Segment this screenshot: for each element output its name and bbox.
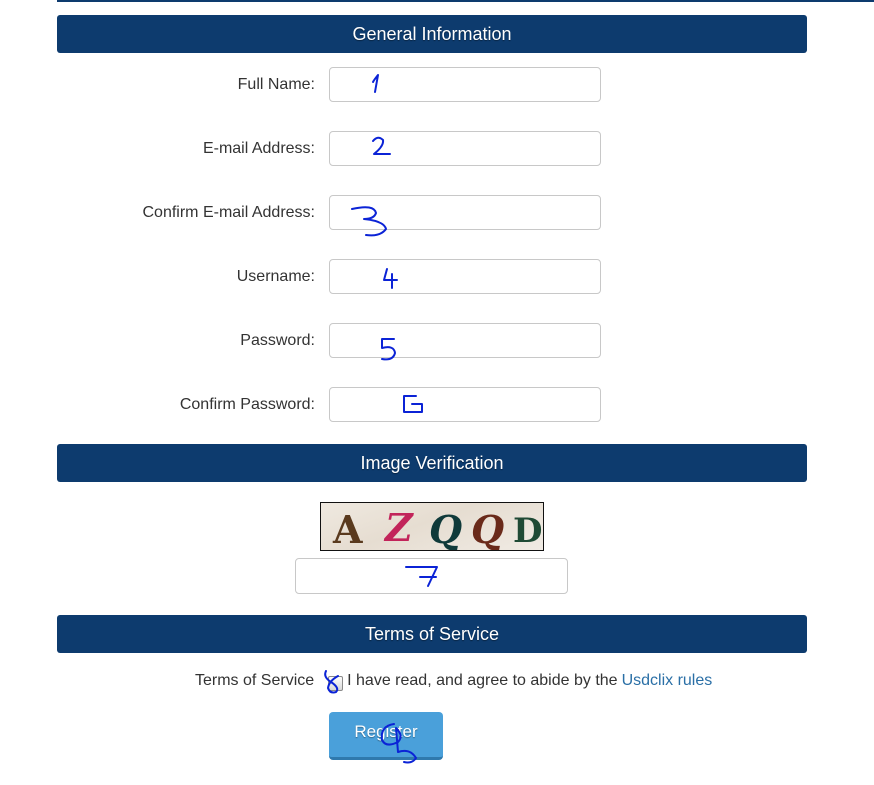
- email-label: E-mail Address:: [202, 140, 315, 157]
- top-divider: [57, 0, 874, 2]
- terms-label: Terms of Service: [195, 672, 315, 689]
- register-button[interactable]: Register: [329, 712, 443, 760]
- confirm-password-label: Confirm Password:: [179, 396, 315, 413]
- confirm-email-input[interactable]: [329, 195, 601, 230]
- captcha-letter: A: [333, 507, 363, 551]
- terms-agreement-row: [195, 672, 712, 690]
- general-information-header: [57, 15, 807, 53]
- captcha-letter: D: [513, 511, 543, 551]
- password-row: [0, 323, 874, 361]
- confirm-email-label: Confirm E-mail Address:: [142, 204, 315, 221]
- captcha-image: [320, 502, 544, 551]
- captcha-letter: Z: [385, 505, 413, 550]
- captcha-input[interactable]: [295, 558, 568, 594]
- captcha-letter: Q: [471, 507, 505, 551]
- full-name-row: [0, 67, 874, 105]
- confirm-email-row: [0, 195, 874, 233]
- email-input[interactable]: [329, 131, 601, 166]
- password-input[interactable]: [329, 323, 601, 358]
- username-label: Username:: [236, 268, 315, 285]
- terms-of-service-header: [57, 615, 807, 653]
- terms-agree-checkbox[interactable]: [328, 676, 343, 691]
- rules-link[interactable]: Usdclix rules: [621, 672, 713, 689]
- full-name-input[interactable]: [329, 67, 601, 102]
- terms-agree-text: I have read, and agree to abide by the: [347, 672, 618, 689]
- email-row: [0, 131, 874, 169]
- password-label: Password:: [240, 332, 315, 349]
- full-name-label: Full Name:: [237, 76, 315, 93]
- terms-of-service-title: Terms of Service: [364, 623, 500, 644]
- captcha-letter: Q: [429, 507, 463, 551]
- image-verification-header: [57, 444, 807, 482]
- confirm-password-row: [0, 387, 874, 425]
- general-information-title: General Information: [352, 23, 512, 44]
- image-verification-title: Image Verification: [360, 452, 504, 473]
- confirm-password-input[interactable]: [329, 387, 601, 422]
- username-row: [0, 259, 874, 297]
- username-input[interactable]: [329, 259, 601, 294]
